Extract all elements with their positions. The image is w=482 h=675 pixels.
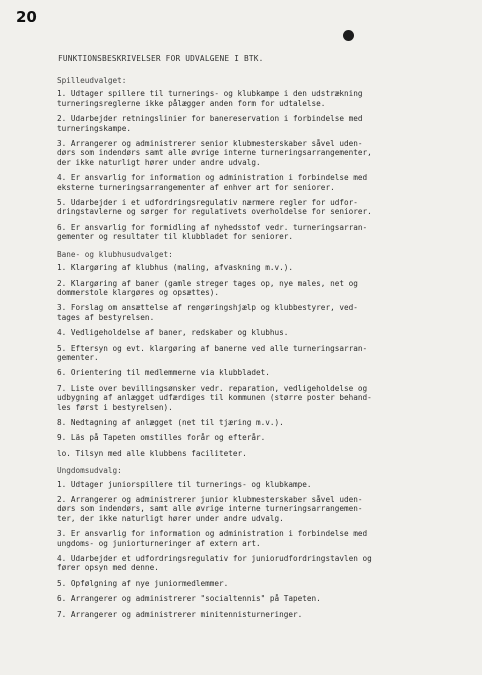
item-text-line: 6. Orientering til medlemmerne via klubbladet. xyxy=(57,368,270,378)
list-item xyxy=(57,89,472,108)
list-item xyxy=(57,418,472,427)
list-item xyxy=(57,449,472,458)
list-item xyxy=(57,368,472,377)
list-item xyxy=(57,198,472,217)
item-text-line: 6. Arrangerer og administrerer "socialtennis" på Tapeten. xyxy=(57,594,321,604)
item-text-line: gementer. xyxy=(57,352,99,362)
item-text-line: turneringskampe. xyxy=(57,123,132,133)
list-item xyxy=(57,384,472,412)
item-text-line: dringstavlerne og sørger for regulativets overholdelse for seniorer. xyxy=(57,207,372,217)
list-item xyxy=(57,303,472,322)
list-item xyxy=(57,173,472,192)
section xyxy=(57,250,472,459)
list-item xyxy=(57,579,472,588)
item-text-line: 4. Vedligeholdelse af baner, redskaber og klubhus. xyxy=(57,328,289,338)
list-item xyxy=(57,529,472,548)
item-text-line: gementer og resultater til klubbladet for seniorer. xyxy=(57,232,294,242)
item-text-line: 7. Arrangerer og administrerer minitennisturneringer. xyxy=(57,609,303,619)
item-text-line: 2. Udarbejder retningslinier for banereservation i forbindelse med xyxy=(57,114,363,124)
item-text-line: 4. Er ansvarlig for information og administration i forbindelse med xyxy=(57,173,368,183)
section-heading: Ungdomsudvalg: xyxy=(57,466,122,476)
item-text-line: 2. Arrangerer og administrerer junior klubmesterskaber såvel uden- xyxy=(57,495,363,504)
list-item xyxy=(57,495,472,523)
page-number: 20 xyxy=(16,8,37,26)
punch-hole xyxy=(343,30,354,41)
item-text-line: 5. Udarbejder i et udfordringsregulativ nærmere regler for udfor- xyxy=(57,198,358,208)
list-item xyxy=(57,279,472,298)
item-text-line: 6. Er ansvarlig for formidling af nyhedsstof vedr. turneringsarran- xyxy=(57,222,368,232)
item-text-line: dommerstole klargøres og opsættes). xyxy=(57,287,219,297)
item-text-line: les først i bestyrelsen). xyxy=(57,402,173,412)
item-text-line: 1. Udtager spillere til turnerings- og klubkampe i den udstrækning xyxy=(57,89,363,99)
item-text-line: lo. Tilsyn med alle klubbens faciliteter. xyxy=(57,448,247,458)
section xyxy=(57,76,472,242)
list-item xyxy=(57,328,472,337)
item-text-line: udbygning af anlægget udfærdiges til kommunen (større poster behand- xyxy=(57,393,372,403)
list-item xyxy=(57,344,472,363)
item-text-line: 5. Opfølgning af nye juniormedlemmer. xyxy=(57,578,229,588)
item-text-line: 5. Eftersyn og evt. klargøring af banerne ved alle turneringsarran- xyxy=(57,343,368,353)
item-text-line: ungdoms- og juniorturneringer af extern art. xyxy=(57,538,261,548)
list-item xyxy=(57,139,472,167)
item-text-line: 9. Läs på Tapeten omstilles forår og efterår. xyxy=(57,433,266,443)
item-text-line: 8. Nedtagning af anlægget (net til tjæring m.v.). xyxy=(57,417,284,427)
list-item xyxy=(57,433,472,442)
section-heading: Bane- og klubhusudvalget: xyxy=(57,249,173,259)
item-text-line: 4. Udarbejder et udfordringsregulativ for juniorudfordringstavlen og xyxy=(57,554,372,564)
list-item xyxy=(57,554,472,573)
list-item xyxy=(57,114,472,133)
item-text-line: 1. Udtager juniorspillere til turnerings- og klubkampe. xyxy=(57,479,312,489)
list-item xyxy=(57,223,472,242)
item-text-line: der ikke naturligt hører under andre udvalg. xyxy=(57,157,261,167)
document-body xyxy=(57,68,472,625)
item-text-line: ter, der ikke naturligt hører under andre udvalg. xyxy=(57,513,284,523)
section xyxy=(57,466,472,619)
item-text-line: 3. Forslag om ansættelse af rengøringshjælp og klubbestyrer, ved- xyxy=(57,303,358,313)
list-item xyxy=(57,610,472,619)
item-text-line: 3. Arrangerer og administrerer senior klubmesterskaber såvel uden- xyxy=(57,139,363,149)
list-item xyxy=(57,263,472,272)
item-text-line: 2. Klargøring af baner (gamle streger tages op, nye males, net og xyxy=(57,278,358,288)
item-text-line: dørs som indendørs, samt alle øvrige interne turneringsarrangemen- xyxy=(57,504,363,514)
item-text-line: eksterne turneringsarrangementer af enhver art for seniorer. xyxy=(57,182,335,192)
document-title: FUNKTIONSBESKRIVELSER FOR UDVALGENE I BTK. xyxy=(58,54,264,63)
item-text-line: 3. Er ansvarlig for information og administration i forbindelse med xyxy=(57,529,368,539)
item-text-line: tages af bestyrelsen. xyxy=(57,312,155,322)
list-item xyxy=(57,594,472,603)
section-heading: Spilleudvalget: xyxy=(57,76,127,85)
item-text-line: 1. Klargøring af klubhus (maling, afvaskning m.v.). xyxy=(57,263,294,273)
item-text-line: 7. Liste over bevillingsønsker vedr. reparation, vedligeholdelse og xyxy=(57,383,368,393)
item-text-line: dørs som indendørs samt alle øvrige interne turneringsarrangementer, xyxy=(57,148,372,158)
item-text-line: fører opsyn med denne. xyxy=(57,563,159,573)
item-text-line: turneringsreglerne ikke pålægger anden form for udtalelse. xyxy=(57,98,326,108)
list-item xyxy=(57,480,472,489)
